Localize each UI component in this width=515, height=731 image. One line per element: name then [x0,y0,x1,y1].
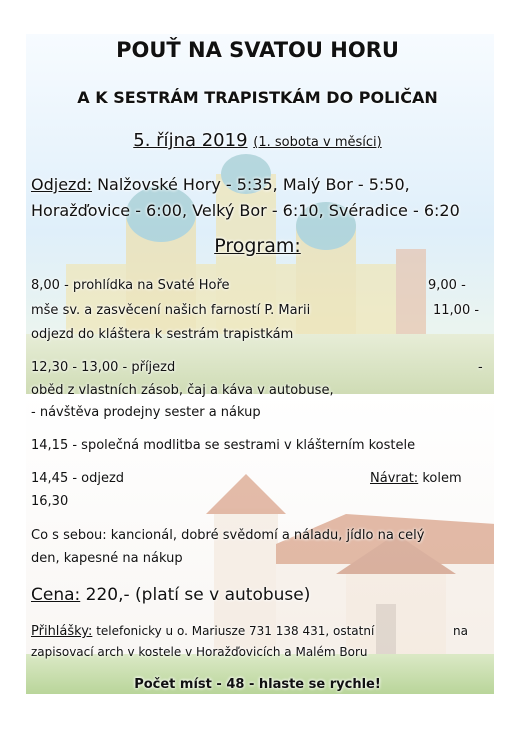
bring-line-1: Co s sebou: kancionál, dobré svědomí a náladu, jídlo na celý [31,528,425,543]
program-row-1-right: 9,00 - [428,278,466,293]
departure-line-1 [31,175,410,194]
registration-line-1-right: na [453,624,468,638]
registration-line-2: zapisovací arch v kostele v Horažďovicích a Malém Boru [31,645,368,659]
page-title: POUŤ NA SVATOU HORU [116,38,399,62]
price-text: 220,- (platí se v autobuse) [85,585,311,605]
registration-line-1 [31,624,374,639]
event-date [0,130,515,151]
return-info [370,471,462,486]
price-label: Cena: [31,585,81,605]
program-row-9: 16,30 [31,494,69,509]
program-row-6: - návštěva prodejny sester a nákup [31,405,261,420]
program-row-4-right: - [478,360,483,375]
return-label: Návrat: [370,471,419,486]
program-row-8: 14,45 - odjezd [31,471,125,486]
program-row-5: oběd z vlastních zásob, čaj a káva v autobuse, [31,383,334,398]
departure-label: Odjezd: [31,175,92,194]
program-row-3: odjezd do kláštera k sestrám trapistkám [31,327,294,342]
seats-notice: Počet míst - 48 - hlaste se rychle! [134,677,381,692]
program-row-2: mše sv. a zasvěcení našich farností P. Marii [31,303,311,318]
date-main: 5. října 2019 [133,130,248,151]
departure-text-1: Nalžovské Hory - 5:35, Malý Bor - 5:50, [97,175,410,194]
departure-line-2: Horažďovice - 6:00, Velký Bor - 6:10, Svéradice - 6:20 [31,201,460,220]
price [31,585,310,605]
bring-line-2: den, kapesné na nákup [31,551,183,566]
program-row-2-right: 11,00 - [433,303,480,318]
program-row-4: 12,30 - 13,00 - příjezd [31,360,176,375]
date-note: (1. sobota v měsíci) [253,135,382,150]
program-row-1: 8,00 - prohlídka na Svaté Hoře [31,278,230,293]
registration-label: Přihlášky: [31,624,93,639]
registration-text-1: telefonicky u o. Mariusze 731 138 431, ostatní [96,624,375,638]
program-row-7: 14,15 - společná modlitba se sestrami v klášterním kostele [31,438,416,453]
program-heading: Program: [214,235,301,257]
page-subtitle: A K SESTRÁM TRAPISTKÁM DO POLIČAN [77,88,438,107]
return-text: kolem [422,471,462,486]
